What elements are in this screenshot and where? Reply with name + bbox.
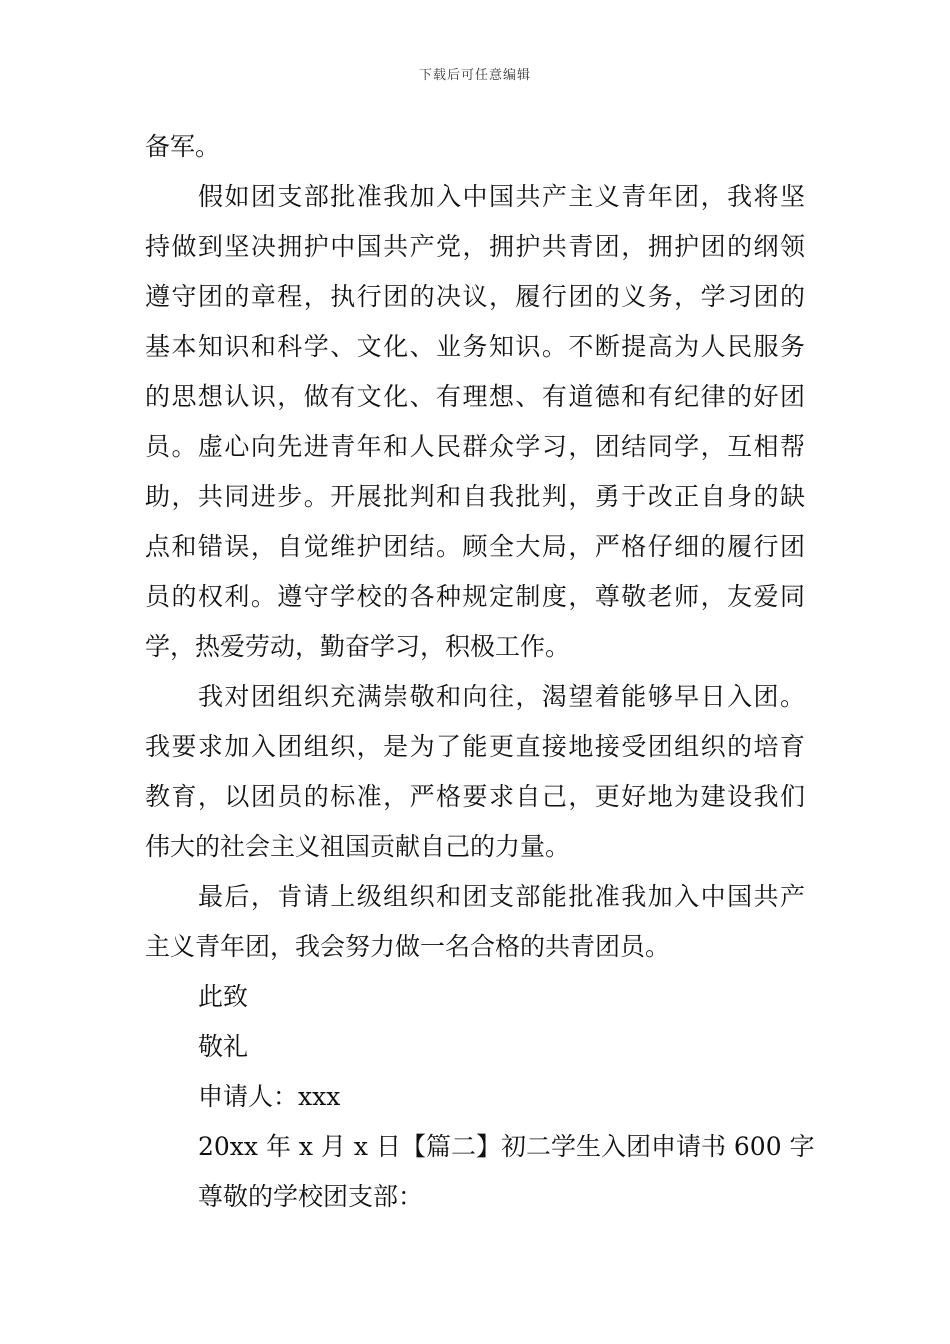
paragraph-start-line: 我对团组织充满崇敬和向往，渴望着能够早日入团。: [198, 682, 805, 711]
text-line: 伟大的社会主义祖国贡献自己的力量。: [145, 832, 571, 861]
paragraph-start-line: 最后，肯请上级组织和团支部能批准我加入中国共产: [198, 882, 805, 911]
document-body: [145, 122, 815, 1222]
text-line: 员。虚心向先进青年和人民群众学习，团结同学，互相帮: [145, 432, 805, 461]
text-line: 主义青年团，我会努力做一名合格的共青团员。: [145, 932, 671, 961]
text-line: 基本知识和科学、文化、业务知识。不断提高为人民服务: [145, 332, 805, 361]
text-line: 助，共同进步。开展批判和自我批判，勇于改正自身的缺: [145, 482, 805, 511]
letter-greeting: 尊敬的学校团支部：: [198, 1182, 424, 1211]
text-line: 教育，以团员的标准，严格要求自己，更好地为建设我们: [145, 782, 805, 811]
text-line: 我要求加入团组织，是为了能更直接地接受团组织的培育: [145, 732, 805, 761]
applicant-signature: 申请人：xxx: [198, 1082, 341, 1111]
closing-salutation: 此致: [198, 982, 249, 1011]
text-line: 的思想认识，做有文化、有理想、有道德和有纪律的好团: [145, 382, 805, 411]
text-line: 持做到坚决拥护中国共产党，拥护共青团，拥护团的纲领: [145, 232, 805, 261]
text-line: 备军。: [145, 132, 221, 161]
text-line: 点和错误，自觉维护团结。顾全大局，严格仔细的履行团: [145, 532, 805, 561]
page-header-note: 下载后可任意编辑: [418, 68, 531, 83]
date-and-section-title: 20xx 年 x 月 x 日【篇二】初二学生入团申请书 600 字: [198, 1132, 815, 1161]
paragraph-start-line: 假如团支部批准我加入中国共产主义青年团，我将坚: [198, 182, 805, 211]
text-line: 学，热爱劳动，勤奋学习，积极工作。: [145, 632, 571, 661]
text-line: 遵守团的章程，执行团的决议，履行团的义务，学习团的: [145, 282, 805, 311]
closing-respect: 敬礼: [198, 1032, 249, 1061]
text-line: 员的权利。遵守学校的各种规定制度，尊敬老师，友爱同: [145, 582, 805, 611]
